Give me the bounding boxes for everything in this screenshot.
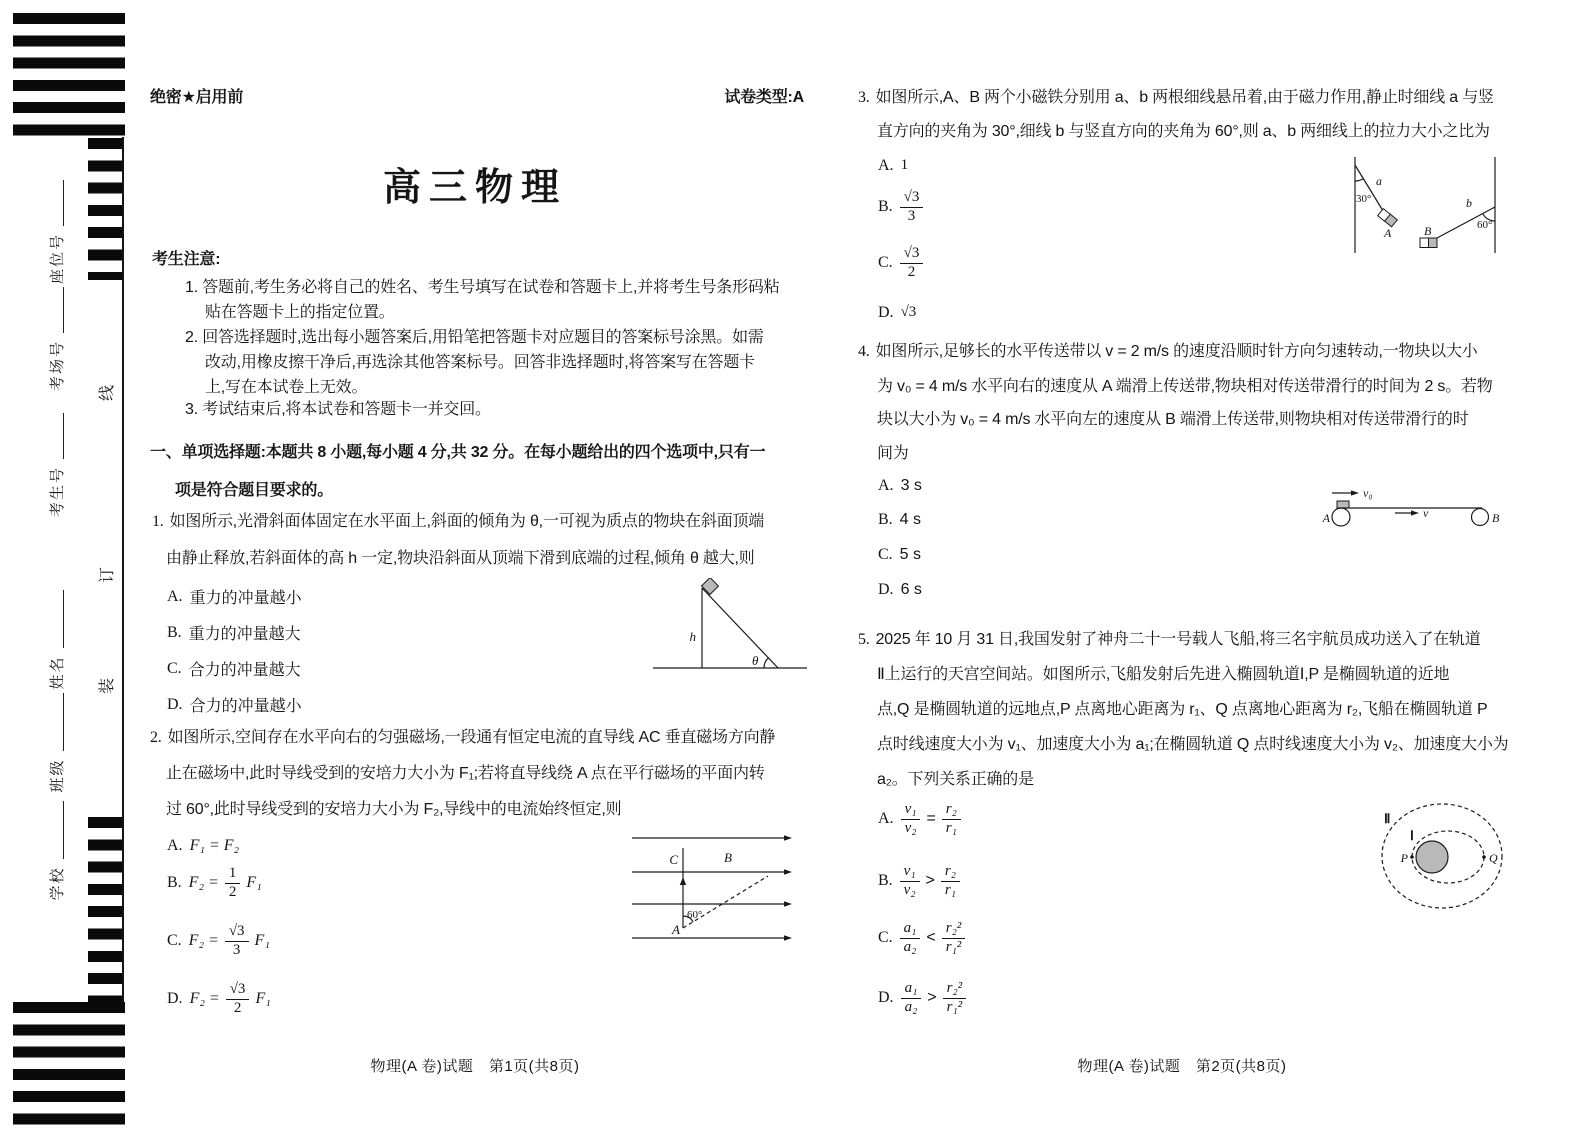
binding-line: [122, 137, 124, 1003]
option-text: 合力的冲量越大: [188, 662, 301, 679]
q1-text: 如图所示,光滑斜面体固定在水平面上,斜面的倾角为 θ,一可视为质点的物块在斜面顶端: [169, 513, 765, 530]
orbit-2-label: Ⅱ: [1384, 811, 1391, 826]
option-label: A.: [878, 477, 894, 494]
field-b-label: B: [724, 850, 732, 865]
point-q-dot: [1482, 855, 1486, 859]
option-formula: F₁: [254, 932, 270, 950]
option-label: C.: [167, 932, 182, 950]
option-text: 4 s: [899, 511, 922, 528]
point-q-label: Q: [1489, 851, 1498, 865]
option-label: A.: [878, 810, 894, 828]
margin-field-name: [46, 585, 68, 695]
option-label: B.: [878, 872, 893, 890]
earth: [1416, 841, 1448, 873]
margin-field-label: 姓名: [49, 655, 66, 690]
security-label: 绝密★启用前: [150, 89, 244, 106]
magnet-a-label: A: [1384, 226, 1392, 240]
notice-line: 2. 回答选择题时,选出每小题答案后,用铅笔把答题卡对应题目的答案标号涂黑。如需: [185, 329, 764, 346]
margin-field-label: 考场号: [49, 340, 66, 392]
notice-line: 3. 考试结束后,将本试卷和答题卡一并交回。: [185, 401, 491, 418]
fraction: $\frac{√3}{2}$: [900, 246, 924, 281]
block-on-incline: [702, 578, 719, 594]
option-text: 重力的冲量越小: [189, 590, 302, 607]
q5-text: 2025 年 10 月 31 日,我国发射了神舟二十一号载人飞船,将三名宇航员成功送入了在轨道: [875, 631, 1481, 648]
option-label: C.: [878, 929, 893, 947]
binding-char-ding: 订: [99, 567, 116, 584]
angle-60-label: 60°: [687, 909, 703, 921]
notice-line: 贴在答题卡上的指定位置。: [205, 304, 395, 321]
end-a-label: A: [1322, 511, 1330, 525]
q1-number: 1.: [152, 513, 164, 530]
q4-text: 如图所示,足够长的水平传送带以 v = 2 m/s 的速度沿顺时针方向匀速转动,一物块以大小: [875, 343, 1478, 360]
q3-option-d: [878, 304, 916, 322]
fraction: $\frac{1}{2}$: [225, 866, 241, 901]
string-a-label: a: [1376, 174, 1382, 188]
q5-number: 5.: [858, 631, 870, 648]
registration-stripes-bottom-wide: [13, 1002, 125, 1126]
point-p-label: P: [1400, 851, 1408, 865]
fill-in-line: [46, 287, 64, 333]
magnet-b-label: B: [1424, 224, 1432, 238]
option-text: 6 s: [900, 581, 922, 598]
option-value: 1: [900, 157, 909, 174]
notice-line: 1. 答题前,考生务必将自己的姓名、考生号填写在试卷和答题卡上,并将考生号条形码粘: [185, 279, 780, 296]
margin-field-room-no: [46, 284, 68, 394]
comparison-operator: >: [927, 989, 937, 1007]
option-formula: F₂ =: [189, 990, 220, 1008]
paper-type-label: 试卷类型:A: [724, 89, 804, 106]
q3-option-c: [878, 246, 923, 281]
q2-text: 如图所示,空间存在水平向右的匀强磁场,一段通有恒定电流的直导线 AC 垂直磁场方向静: [167, 729, 776, 746]
fraction: $\frac{\text{v₁}}{\text{v₂}}$: [901, 802, 921, 837]
q5-line-5: a₂。下列关系正确的是: [877, 771, 1034, 788]
q5-line-3: 点,Q 是椭圆轨道的远地点,P 点离地心距离为 r₁、Q 点离地心距离为 r₂,飞船在椭圆轨道 P: [877, 701, 1488, 718]
page-2-footer: 物理(A 卷)试题 第2页(共8页): [1077, 1058, 1287, 1075]
q5-option-c: [878, 921, 965, 956]
q3-number: 3.: [858, 89, 870, 106]
angle-60-label: 60°: [1477, 219, 1493, 231]
point-p-dot: [1410, 855, 1414, 859]
comparison-operator: <: [926, 929, 936, 947]
q5-line-1: [858, 630, 1481, 650]
comparison-operator: =: [926, 810, 936, 828]
option-label: A.: [167, 587, 183, 605]
q5-option-b: [878, 864, 960, 899]
margin-field-class: [46, 688, 68, 798]
q2-figure-magnetic-field: [628, 830, 798, 944]
notice-title: 考生注意:: [152, 251, 221, 268]
q3-text: 如图所示,A、B 两个小磁铁分别用 a、b 两根细线悬吊着,由于磁力作用,静止时细线 a 与竖: [875, 89, 1494, 106]
fraction: $\frac{√3}{2}$: [226, 982, 250, 1017]
q4-option-a: [878, 477, 922, 495]
block-on-belt: [1337, 501, 1349, 508]
fraction: $\frac{\text{r₂}}{\text{r₁}}$: [942, 802, 961, 837]
q4-figure-conveyor-belt: [1318, 478, 1514, 532]
angle-theta-label: θ: [752, 653, 759, 668]
option-label: D.: [878, 581, 894, 598]
registration-stripes-top-wide: [13, 13, 125, 137]
q3-option-a: [878, 157, 908, 175]
q3-line-1: [858, 88, 1494, 108]
q4-line-4: 间为: [877, 445, 909, 462]
point-c-label: C: [669, 852, 678, 867]
option-text: 5 s: [899, 546, 922, 563]
option-formula: F₁: [255, 990, 271, 1008]
q4-line-1: [858, 342, 1478, 362]
q1-line-1: [152, 512, 764, 532]
orbit-1-label: Ⅰ: [1410, 828, 1414, 843]
option-label: A.: [878, 157, 894, 174]
magnet-b-half: [1429, 238, 1438, 248]
notice-line: 上,写在本试卷上无效。: [205, 379, 368, 396]
q4-option-c: [878, 546, 921, 564]
option-text: 重力的冲量越大: [188, 626, 301, 643]
q4-number: 4.: [858, 343, 870, 360]
option-label: C.: [878, 546, 893, 563]
option-formula: F₂ =: [188, 874, 219, 892]
q2-option-a: [167, 837, 239, 855]
fill-in-line: [46, 180, 64, 226]
registration-stripes-bottom-narrow: [88, 817, 124, 1003]
q2-line-1: [150, 728, 775, 748]
angle-30-label: 30°: [1356, 193, 1372, 205]
belt-velocity-label: v: [1423, 506, 1429, 520]
point-a-label: A: [672, 922, 680, 937]
margin-field-label: 学校: [49, 866, 66, 901]
notice-line: 改动,用橡皮擦干净后,再选涂其他答案标号。回答非选择题时,将答案写在答题卡: [205, 354, 755, 371]
q1-option-a: [167, 585, 302, 608]
margin-field-label: 座位号: [49, 233, 66, 285]
option-text: 3 s: [900, 477, 922, 494]
option-formula: F₂ =: [188, 932, 219, 950]
option-label: D.: [878, 304, 894, 321]
section-header-line-2: 项是符合题目要求的。: [175, 482, 334, 499]
q5-line-4: 点时线速度大小为 v₁、加速度大小为 a₁;在椭圆轨道 Q 点时线速度大小为 v₂、加速度大小为: [877, 736, 1509, 753]
q2-option-b: [167, 866, 262, 901]
fill-in-line: [46, 694, 64, 752]
option-label: D.: [878, 989, 894, 1007]
fraction: $\frac{\text{a₁}}{\text{a₂}}$: [901, 981, 922, 1016]
binding-char-xian: 线: [99, 385, 116, 402]
margin-field-label: 考生号: [49, 466, 66, 518]
q5-line-2: Ⅱ上运行的天宫空间站。如图所示,飞船发射后先进入椭圆轨道Ⅰ,P 是椭圆轨道的近地: [877, 666, 1450, 683]
q3-line-2: 直方向的夹角为 30°,细线 b 与竖直方向的夹角为 60°,则 a、b 两细线上的拉力大小之比为: [877, 123, 1490, 140]
section-header-line-1: 一、单项选择题:本题共 8 小题,每小题 4 分,共 32 分。在每小题给出的四个选项中,只有一: [150, 444, 766, 461]
block-velocity-label: v₀: [1363, 486, 1373, 500]
fraction: $\frac{√3}{3}$: [900, 190, 924, 225]
q2-line-2: 止在磁场中,此时导线受到的安培力大小为 F₁;若将直导线绕 A 点在平行磁场的平面内转: [166, 765, 765, 782]
fraction: $\frac{\text{r₂²}}{\text{r₁²}}$: [943, 981, 967, 1016]
option-label: B.: [167, 623, 182, 641]
registration-stripes-top-narrow: [88, 138, 124, 280]
option-label: B.: [878, 511, 893, 528]
height-label: h: [689, 629, 696, 644]
q4-option-d: [878, 581, 922, 599]
fraction: $\frac{\text{v₁}}{\text{v₂}}$: [900, 864, 920, 899]
comparison-operator: >: [925, 872, 935, 890]
q5-option-a: [878, 802, 961, 837]
margin-field-candidate-no: [46, 410, 68, 520]
page-1-footer: 物理(A 卷)试题 第1页(共8页): [370, 1058, 580, 1075]
q1-option-d: [167, 693, 302, 716]
end-b-label: B: [1492, 511, 1500, 525]
current-direction-arrow: [680, 877, 686, 885]
binding-char-zhuang: 装: [99, 678, 116, 695]
q2-line-3: 过 60°,此时导线受到的安培力大小为 F₂,导线中的电流始终恒定,则: [166, 801, 622, 818]
fraction: $\frac{\text{r₂²}}{\text{r₁²}}$: [942, 921, 966, 956]
q4-option-b: [878, 511, 921, 529]
q2-number: 2.: [150, 729, 162, 746]
option-label: B.: [167, 874, 182, 892]
q4-line-2: 为 v₀ = 4 m/s 水平向右的速度从 A 端滑上传送带,物块相对传送带滑行的时间为 2 s。若物: [877, 378, 1493, 395]
fraction: $\frac{\text{r₂}}{\text{r₁}}$: [941, 864, 960, 899]
string-b-label: b: [1466, 196, 1472, 210]
q2-option-c: [167, 924, 270, 959]
option-formula: F₁: [246, 874, 262, 892]
q1-figure-incline: [650, 578, 810, 673]
option-label: A.: [167, 837, 183, 854]
q1-option-c: [167, 657, 301, 680]
margin-field-seat-no: [46, 177, 68, 287]
magnet-b-half: [1420, 238, 1429, 248]
margin-field-school: [46, 796, 68, 906]
q5-option-d: [878, 981, 966, 1016]
option-label: D.: [167, 695, 183, 713]
fraction: $\frac{√3}{3}$: [225, 924, 249, 959]
q3-option-b: [878, 190, 923, 225]
q5-figure-orbits: [1372, 792, 1514, 917]
fill-in-line: [46, 802, 64, 860]
q2-option-d: [167, 982, 271, 1017]
option-label: C.: [878, 254, 893, 272]
fill-in-line: [46, 591, 64, 649]
option-label: C.: [167, 659, 182, 677]
option-label: D.: [167, 990, 183, 1008]
fraction: $\frac{\text{a₁}}{\text{a₂}}$: [900, 921, 921, 956]
option-formula: F₁ = F₂: [189, 837, 240, 854]
option-label: B.: [878, 198, 893, 216]
margin-field-label: 班级: [49, 758, 66, 793]
page-title: 高三物理: [382, 167, 567, 209]
q1-line-2: 由静止释放,若斜面体的高 h 一定,物块沿斜面从顶端下滑到底端的过程,倾角 θ 越大,则: [166, 550, 755, 567]
option-value: √3: [900, 304, 917, 321]
fill-in-line: [46, 413, 64, 459]
q3-figure-hanging-magnets: [1340, 155, 1510, 257]
q1-option-b: [167, 621, 301, 644]
option-text: 合力的冲量越小: [189, 698, 302, 715]
q4-line-3: 块以大小为 v₀ = 4 m/s 水平向左的速度从 B 端滑上传送带,则物块相对传送带滑行的时: [877, 411, 1469, 428]
